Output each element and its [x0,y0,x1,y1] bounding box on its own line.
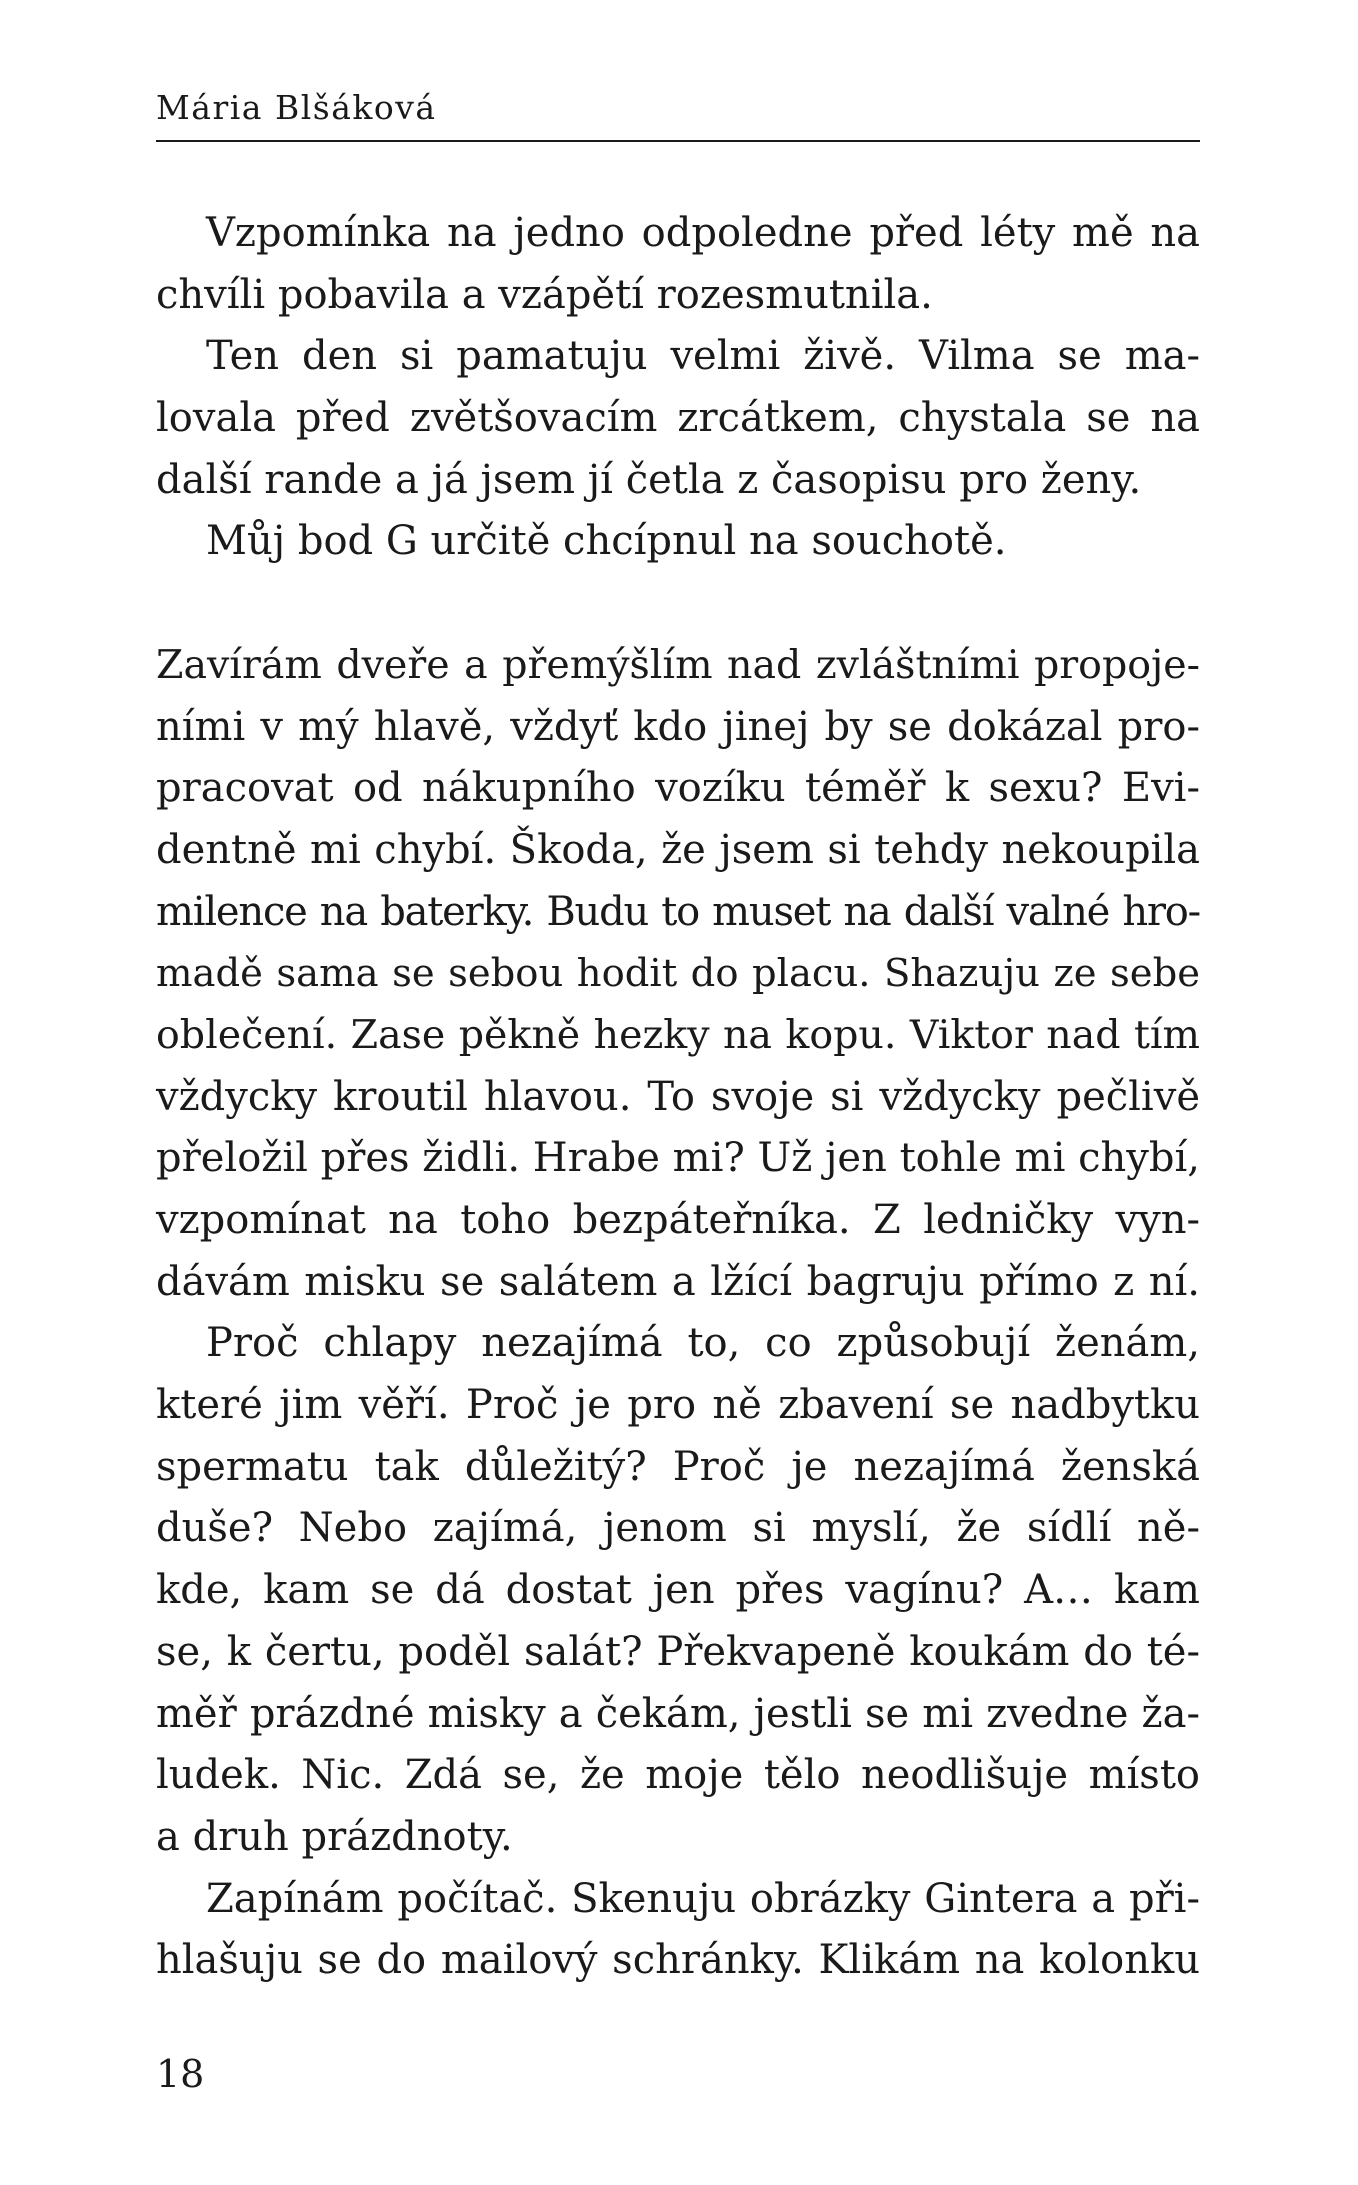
text-line: madě sama se sebou hodit do placu. Shazuju ze sebe [156,951,1200,997]
text-line: ními v mý hlavě, vždyť kdo jinej by se dokázal pro- [156,703,1200,750]
body-text [156,203,1200,1992]
text-line: lovala před zvětšovacím zrcátkem, chystala se na [156,395,1200,442]
text-line: dávám misku se salátem a lžící bagruju přímo z ní. [156,1258,1200,1305]
text-line: které jim věří. Proč je pro ně zbavení se nadbytku [156,1382,1200,1429]
text-line: Vzpomínka na jedno odpoledne před léty mě na [206,210,1200,256]
text-line: kde, kam se dá dostat jen přes vagínu? A… kam [156,1567,1200,1614]
text-line: přeložil přes židli. Hrabe mi? Už jen tohle mi chybí, [156,1135,1200,1182]
text-line: Můj bod G určitě chcípnul na souchotě. [206,518,1007,565]
text-line: Proč chlapy nezajímá to, co způsobují ženám, [206,1320,1200,1367]
page-number: 18 [156,2052,205,2096]
text-line: milence na baterky. Budu to muset na další valné hro- [156,888,1200,935]
running-head-author: Mária Blšáková [156,88,437,127]
text-line: Zapínám počítač. Skenuju obrázky Gintera a při- [206,1875,1200,1922]
text-line: pracovat od nákupního vozíku téměř k sexu? Evi- [156,765,1200,812]
text-line: Zavírám dveře a přemýšlím nad zvláštními propoje- [156,641,1200,688]
text-line: hlašuju se do mailový schránky. Klikám na kolonku [156,1937,1200,1984]
text-line: spermatu tak důležitý? Proč je nezajímá ženská [156,1443,1200,1490]
header-rule [156,140,1200,142]
text-line: duše? Nebo zajímá, jenom si myslí, že sídlí ně- [156,1505,1200,1552]
text-line: chvíli pobavila a vzápětí rozesmutnila. [156,271,933,318]
text-line: Ten den si pamatuju velmi živě. Vilma se ma- [206,333,1200,380]
text-line: vzpomínat na toho bezpáteřníka. Z ledničky vyn- [156,1197,1200,1243]
text-line: dentně mi chybí. Škoda, že jsem si tehdy nekoupila [156,826,1200,873]
text-line: oblečení. Zase pěkně hezky na kopu. Viktor nad tím [156,1011,1200,1058]
text-line: další rande a já jsem jí četla z časopisu pro ženy. [156,456,1142,503]
text-line: a druh prázdnoty. [156,1813,513,1860]
text-line: se, k čertu, poděl salát? Překvapeně koukám do té- [156,1628,1200,1675]
section-break [156,573,1200,635]
text-line: ludek. Nic. Zdá se, že moje tělo neodlišuje místo [156,1752,1200,1799]
text-line: měř prázdné misky a čekám, jestli se mi zvedne ža- [156,1690,1200,1737]
text-line: vždycky kroutil hlavou. To svoje si vždycky pečlivě [156,1073,1200,1120]
